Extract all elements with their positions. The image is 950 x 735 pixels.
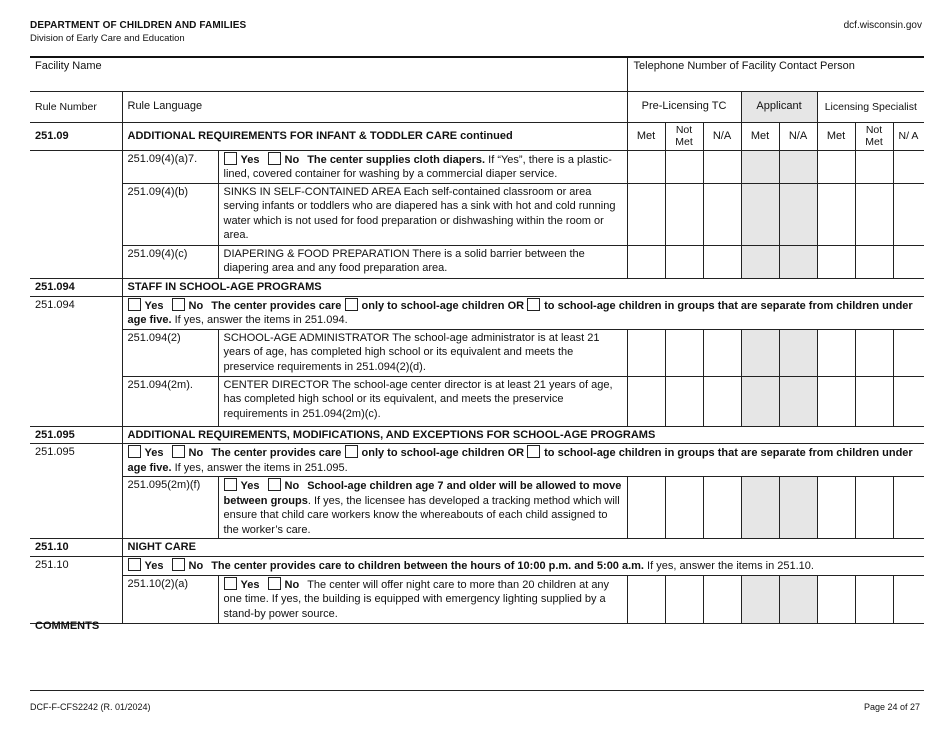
ls-not-met-cell[interactable] [855,245,893,278]
facility-name-label: Facility Name [35,60,102,72]
school-age-only-checkbox[interactable] [345,298,358,311]
question-number: 251.095 [30,444,122,477]
facility-name-field[interactable] [30,57,627,91]
section-number: 251.095 [30,426,122,444]
separate-groups-checkbox[interactable] [527,445,540,458]
met-cell[interactable] [627,575,665,623]
table-row [30,329,924,376]
sub-rule-number: 251.095(2m)(f) [122,477,218,539]
no-checkbox[interactable] [268,152,281,165]
col-met: Met [627,122,665,150]
yes-checkbox[interactable] [128,298,141,311]
na-cell[interactable] [703,245,741,278]
no-checkbox[interactable] [172,445,185,458]
no-checkbox[interactable] [172,558,185,571]
school-age-only-checkbox[interactable] [345,445,358,458]
applicant-met-cell[interactable] [741,477,779,539]
ls-not-met-cell[interactable] [855,150,893,183]
section-title: ADDITIONAL REQUIREMENTS FOR INFANT & TODDLER CARE continued [122,122,627,150]
ls-na-cell[interactable] [893,245,924,278]
division-name: Division of Early Care and Education [30,33,185,44]
sub-rule-number: 251.09(4)(c) [122,245,218,278]
na-cell[interactable] [703,183,741,245]
col-header-rule-language: Rule Language [122,91,627,122]
sub-rule-number: 251.094(2m). [122,376,218,426]
applicant-met-cell[interactable] [741,329,779,376]
applicant-met-cell[interactable] [741,376,779,426]
table-row [30,477,924,539]
table-row [30,575,924,623]
applicant-na-cell[interactable] [779,150,817,183]
rule-text: Yes No The center will offer night care to more than 20 children at any one time. If yes, the building is equipped with emergency lighting supplied by a stand-by power source. [218,575,627,623]
applicant-na-cell[interactable] [779,245,817,278]
comments-label: COMMENTS [35,620,100,632]
ls-na-cell[interactable] [893,376,924,426]
sub-rule-number: 251.094(2) [122,329,218,376]
ls-met-cell[interactable] [817,183,855,245]
not-met-cell[interactable] [665,150,703,183]
ls-na-cell[interactable] [893,477,924,539]
not-met-cell[interactable] [665,575,703,623]
website-link[interactable]: dcf.wisconsin.gov [843,20,922,31]
rule-text: SCHOOL-AGE ADMINISTRATOR The school-age administrator is at least 21 years of age, has completed high school or its equivalent and meets the preservice requirements in 251.094(2)(d). [218,329,627,376]
ls-met-cell[interactable] [817,329,855,376]
yes-checkbox[interactable] [128,445,141,458]
section-title: STAFF IN SCHOOL-AGE PROGRAMS [122,278,924,296]
ls-not-met-cell[interactable] [855,376,893,426]
applicant-met-cell[interactable] [741,183,779,245]
col-na: N/A [779,122,817,150]
not-met-cell[interactable] [665,329,703,376]
na-cell[interactable] [703,150,741,183]
ls-met-cell[interactable] [817,376,855,426]
rule-text: DIAPERING & FOOD PREPARATION There is a solid barrier between the diapering area and any food preparation area. [218,245,627,278]
phone-field[interactable] [627,57,924,91]
form-id: DCF-F-CFS2242 (R. 01/2024) [30,702,151,712]
yes-checkbox[interactable] [128,558,141,571]
question-number: 251.10 [30,557,122,576]
applicant-na-cell[interactable] [779,183,817,245]
rule-text: SINKS IN SELF-CONTAINED AREA Each self-contained classroom or area serving infants or toddlers who are diapered has a sink with hot and cold running water which is not used for food preparation or dishwashing within the room or area. [218,183,627,245]
col-header-pre-licensing: Pre-Licensing TC [627,91,741,122]
met-cell[interactable] [627,329,665,376]
no-checkbox[interactable] [268,478,281,491]
yes-checkbox[interactable] [224,478,237,491]
ls-not-met-cell[interactable] [855,329,893,376]
table-row [30,376,924,426]
no-checkbox[interactable] [268,577,281,590]
checklist-table [30,56,924,624]
ls-not-met-cell[interactable] [855,183,893,245]
na-cell[interactable] [703,477,741,539]
table-row [30,150,924,183]
rule-text: CENTER DIRECTOR The school-age center director is at least 21 years of age, has completed high school or its equivalent, and meets the preservice requirements in 251.094(2m)(c). [218,376,627,426]
ls-met-cell[interactable] [817,477,855,539]
table-row [30,245,924,278]
not-met-cell[interactable] [665,477,703,539]
col-header-applicant: Applicant [741,91,817,122]
no-checkbox[interactable] [172,298,185,311]
met-cell[interactable] [627,183,665,245]
question-row [30,444,924,477]
applicant-na-cell[interactable] [779,329,817,376]
met-cell[interactable] [627,376,665,426]
ls-na-cell[interactable] [893,150,924,183]
ls-met-cell[interactable] [817,150,855,183]
department-name: DEPARTMENT OF CHILDREN AND FAMILIES [30,20,247,31]
yes-checkbox[interactable] [224,152,237,165]
question-number: 251.094 [30,296,122,329]
separate-groups-checkbox[interactable] [527,298,540,311]
na-cell[interactable] [703,376,741,426]
question-text: Yes No The center provides care only to school-age children OR to school-age children in groups that are separate from children under age five. If yes, answer the items in 251.094. [122,296,924,329]
applicant-met-cell[interactable] [741,575,779,623]
question-row [30,296,924,329]
col-not-met: Not Met [665,122,703,150]
yes-checkbox[interactable] [224,577,237,590]
not-met-cell[interactable] [665,183,703,245]
met-cell[interactable] [627,477,665,539]
col-met: Met [741,122,779,150]
rule-text: Yes No The center supplies cloth diapers. If “Yes”, there is a plastic-lined, covered container for washing by a commercial diaper service. [218,150,627,183]
col-met: Met [817,122,855,150]
sub-rule-number: 251.09(4)(b) [122,183,218,245]
ls-na-cell[interactable] [893,183,924,245]
met-cell[interactable] [627,245,665,278]
na-cell[interactable] [703,575,741,623]
rule-text: Yes No School-age children age 7 and older will be allowed to move between groups. If yes, the licensee has developed a tracking method which will ensure that child care workers know the whereabouts of each child assigned to the worker’s care. [218,477,627,539]
applicant-na-cell[interactable] [779,376,817,426]
col-na: N/A [703,122,741,150]
col-header-rule-number: Rule Number [30,91,122,122]
section-number: 251.10 [30,539,122,557]
section-title: ADDITIONAL REQUIREMENTS, MODIFICATIONS, AND EXCEPTIONS FOR SCHOOL-AGE PROGRAMS [122,426,924,444]
sub-rule-number: 251.09(4)(a)7. [122,150,218,183]
section-number: 251.094 [30,278,122,296]
ls-na-cell[interactable] [893,329,924,376]
footer-divider [30,690,924,691]
col-not-met: Not Met [855,122,893,150]
ls-met-cell[interactable] [817,245,855,278]
phone-label: Telephone Number of Facility Contact Person [633,60,855,72]
question-row [30,557,924,576]
applicant-na-cell[interactable] [779,575,817,623]
not-met-cell[interactable] [665,245,703,278]
page-number: Page 24 of 27 [863,702,920,712]
col-na: N/ A [893,122,924,150]
section-number: 251.09 [30,122,122,150]
na-cell[interactable] [703,329,741,376]
applicant-na-cell[interactable] [779,477,817,539]
comments-area[interactable] [30,636,924,686]
page-header-left [30,20,246,44]
ls-met-cell[interactable] [817,575,855,623]
table-row [30,183,924,245]
ls-not-met-cell[interactable] [855,477,893,539]
met-cell[interactable] [627,150,665,183]
ls-not-met-cell[interactable] [855,575,893,623]
question-text: Yes No The center provides care to children between the hours of 10:00 p.m. and 5:00 a.m. If yes, answer the items in 251.10. [122,557,924,576]
question-text: Yes No The center provides care only to school-age children OR to school-age children in groups that are separate from children under age five. If yes, answer the items in 251.095. [122,444,924,477]
applicant-met-cell[interactable] [741,245,779,278]
sub-rule-number: 251.10(2)(a) [122,575,218,623]
section-title: NIGHT CARE [122,539,924,557]
applicant-met-cell[interactable] [741,150,779,183]
col-header-licensing-specialist: Licensing Specialist [817,91,924,122]
not-met-cell[interactable] [665,376,703,426]
ls-na-cell[interactable] [893,575,924,623]
